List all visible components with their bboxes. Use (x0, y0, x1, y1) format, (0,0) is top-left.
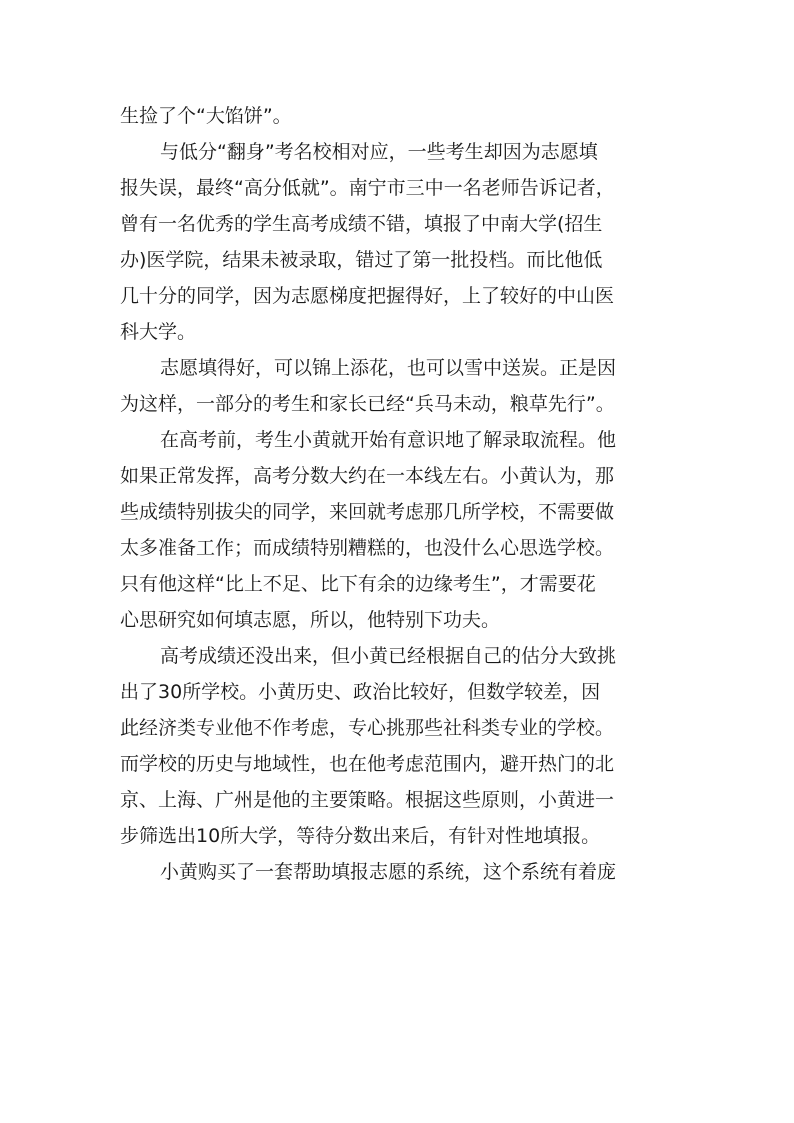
text-line: 报失误，最终“高分低就”。南宁市三中一名老师告诉记者， (120, 177, 615, 199)
paragraph-start-line: 在高考前，考生小黄就开始有意识地了解录取流程。他 (160, 429, 617, 451)
text-line: 为这样，一部分的考生和家长已经“兵马未动，粮草先行”。 (120, 393, 615, 415)
paragraph-start-line: 与低分“翻身”考名校相对应，一些考生却因为志愿填 (160, 141, 598, 163)
text-line: 办)医学院，结果未被录取，错过了第一批投档。而比他低 (120, 249, 603, 271)
text-line: 生捡了个“大馅饼”。 (120, 105, 292, 127)
text-line: 只有他这样“比上不足、比下有余的边缘考生”，才需要花 (120, 573, 596, 595)
text-line: 几十分的同学，因为志愿梯度把握得好，上了较好的中山医 (120, 285, 615, 307)
text-line: 太多准备工作；而成绩特别糟糕的，也没什么心思选学校。 (120, 537, 615, 559)
text-line: 如果正常发挥，高考分数大约在一本线左右。小黄认为，那 (120, 465, 615, 487)
paragraph-start-line: 志愿填得好，可以锦上添花，也可以雪中送炭。正是因 (160, 357, 617, 379)
text-line: 些成绩特别拔尖的同学，来回就考虑那几所学校，不需要做 (120, 501, 615, 523)
paragraph-start-line: 小黄购买了一套帮助填报志愿的系统，这个系统有着庞 (160, 861, 617, 883)
article-body (120, 98, 680, 890)
text-line: 而学校的历史与地域性，也在他考虑范围内，避开热门的北 (120, 753, 615, 775)
text-line: 曾有一名优秀的学生高考成绩不错，填报了中南大学(招生 (120, 213, 603, 235)
text-line: 京、上海、广州是他的主要策略。根据这些原则，小黄进一 (120, 789, 615, 811)
text-line: 步筛选出10所大学，等待分数出来后，有针对性地填报。 (120, 825, 601, 847)
paragraph-start-line: 高考成绩还没出来，但小黄已经根据自己的估分大致挑 (160, 645, 617, 667)
text-line: 科大学。 (120, 321, 197, 343)
text-line: 心思研究如何填志愿，所以，他特别下功夫。 (120, 609, 501, 631)
text-line: 此经济类专业他不作考虑，专心挑那些社科类专业的学校。 (120, 717, 615, 739)
text-line: 出了30所学校。小黄历史、政治比较好，但数学较差，因 (120, 681, 601, 703)
